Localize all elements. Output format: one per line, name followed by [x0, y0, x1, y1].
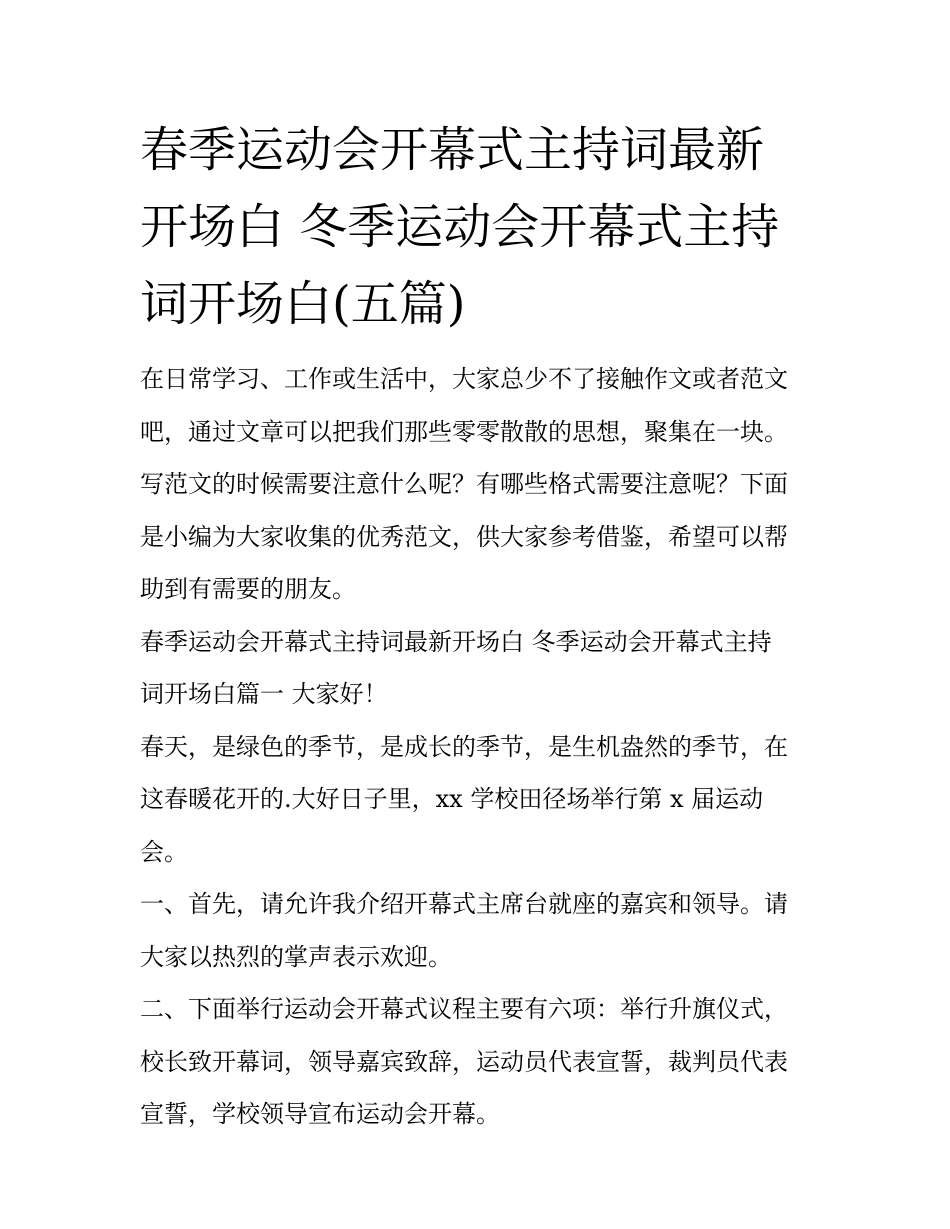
item-two-paragraph — [140, 983, 815, 1141]
title-line: 词开场白(五篇) — [140, 276, 466, 332]
text-line: 是小编为大家收集的优秀范文，供大家参考借鉴，希望可以帮 — [140, 522, 788, 551]
text-line: 词开场白篇一 大家好！ — [140, 680, 388, 708]
item-one-paragraph — [140, 878, 815, 983]
text-line: 春季运动会开幕式主持词最新开场白 冬季运动会开幕式主持 — [140, 627, 772, 656]
text-line: 在日常学习、工作或生活中，大家总少不了接触作文或者范文 — [140, 365, 788, 393]
section-heading-paragraph — [140, 616, 815, 721]
text-line: 写范文的时候需要注意什么呢？有哪些格式需要注意呢？下面 — [140, 470, 788, 498]
text-line: 助到有需要的朋友。 — [140, 575, 356, 603]
spring-paragraph — [140, 721, 815, 879]
text-line: 春天，是绿色的季节，是成长的季节，是生机盎然的季节，在 — [140, 732, 788, 761]
title-line: 开场白 冬季运动会开幕式主持 — [140, 199, 780, 255]
document-page — [140, 112, 815, 1141]
title-line: 春季运动会开幕式主持词最新 — [140, 122, 765, 178]
text-line: 校长致开幕词，领导嘉宾致辞，运动员代表宣誓，裁判员代表 — [140, 1047, 788, 1076]
text-line: 一、首先，请允许我介绍开幕式主席台就座的嘉宾和领导。请 — [140, 890, 788, 918]
document-body — [140, 353, 815, 1141]
text-line: 这春暖花开的.大好日子里，xx 学校田径场举行第 x 届运动 — [140, 785, 764, 813]
text-line: 大家以热烈的掌声表示欢迎。 — [140, 942, 452, 971]
text-line: 宣誓，学校领导宣布运动会开幕。 — [140, 1100, 500, 1128]
text-line: 会。 — [140, 837, 188, 866]
intro-paragraph — [140, 353, 815, 616]
text-line: 吧，通过文章可以把我们那些零零散散的思想，聚集在一块。 — [140, 417, 788, 446]
document-title — [140, 112, 815, 343]
text-line: 二、下面举行运动会开幕式议程主要有六项：举行升旗仪式， — [140, 995, 788, 1023]
